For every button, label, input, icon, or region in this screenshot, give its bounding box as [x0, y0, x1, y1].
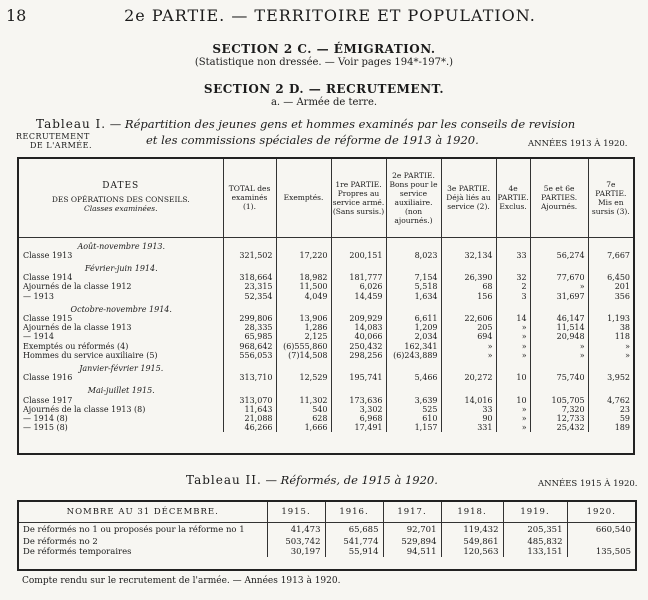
cell-value: 6,611	[386, 314, 441, 323]
cell-value: 11,302	[276, 396, 331, 405]
header-p4: 4e PARTIE. Exclus.	[496, 159, 530, 237]
section-2c-title: SECTION 2 C. — ÉMIGRATION.	[212, 42, 436, 56]
cell-value: 52,354	[223, 292, 276, 301]
tableau1-label: Tableau I.	[36, 117, 107, 131]
cell-value: 313,070	[223, 396, 276, 405]
cell-value: 1,666	[276, 423, 331, 432]
cell-value: 12,733	[530, 414, 588, 423]
period-label: Mai-juillet 1915.	[19, 382, 223, 395]
cell-value: 6,968	[331, 414, 386, 423]
cell-value: 503,742	[267, 537, 325, 547]
row-label: — 1914	[19, 332, 223, 341]
cell-value: 11,500	[276, 282, 331, 291]
cell-value: 4,762	[607, 395, 630, 405]
header-p7: 7e PARTIE. Mis en sursis (3).	[588, 159, 633, 237]
section-2c-note: (Statistique non dressée. — Voir pages 194*-197*.)	[194, 57, 454, 68]
cell-value: 33	[441, 405, 496, 414]
table-row	[19, 537, 635, 547]
cell-value: 23	[619, 404, 630, 414]
period-row	[19, 382, 633, 395]
table-row	[19, 423, 633, 432]
cell-value: 14,459	[331, 292, 386, 301]
row-label: Classe 1913	[19, 251, 223, 260]
cell-value: 1,286	[276, 323, 331, 332]
row-label: Classe 1917	[19, 396, 223, 405]
cell-value: »	[496, 423, 530, 432]
table-row	[19, 342, 633, 351]
cell-value: 11,643	[223, 405, 276, 414]
cell-value: 968,642	[223, 342, 276, 351]
cell-value: 4,049	[276, 292, 331, 301]
cell-value: 11,514	[530, 323, 588, 332]
cell-value: 6,450	[607, 273, 630, 283]
cell-value: 46,147	[530, 314, 588, 323]
table-row	[19, 332, 633, 341]
header-dates: DATES DES OPÉRATIONS DES CONSEILS. Classes examinées.	[19, 159, 223, 237]
table-row	[19, 292, 633, 301]
cell-value: (7)14,508	[276, 351, 331, 360]
cell-value: 299,806	[223, 314, 276, 323]
cell-value: 22,606	[441, 314, 496, 323]
table-row	[19, 323, 633, 332]
row-label: — 1913	[19, 292, 223, 301]
table-row	[19, 523, 635, 537]
cell-value: 529,894	[383, 537, 441, 547]
cell-value: 21,088	[223, 414, 276, 423]
cell-value: 205,351	[503, 523, 567, 537]
header-total: TOTAL des examinés (1).	[223, 159, 276, 237]
tableau2-years: ANNÉES 1915 À 1920.	[538, 479, 638, 489]
period-row	[19, 237, 633, 251]
cell-value: 94,511	[383, 547, 441, 557]
cell-value: 318,664	[223, 273, 276, 282]
cell-value: 660,540	[595, 524, 631, 535]
header-p1: 1re PARTIE. Propres au service armé. (Sans sursis.)	[331, 159, 386, 237]
cell-value: 3,639	[386, 396, 441, 405]
period-row	[19, 260, 633, 273]
cell-value: 298,256	[331, 351, 386, 360]
cell-value: 195,741	[331, 373, 386, 382]
cell-value: 356	[614, 291, 630, 301]
subsection-title: a. — Armée de terre.	[270, 97, 378, 108]
cell-value: 118	[614, 332, 630, 342]
cell-value: 25,432	[530, 423, 588, 432]
row-label: De réformés temporaires	[19, 547, 267, 557]
cell-value: 46,266	[223, 423, 276, 432]
table-row	[19, 373, 633, 382]
cell-value: 133,151	[503, 547, 567, 557]
cell-value: 41,473	[267, 523, 325, 537]
cell-value: 331	[441, 423, 496, 432]
row-label: — 1915 (8)	[19, 423, 223, 432]
cell-value: 10	[496, 396, 530, 405]
cell-value: 189	[614, 423, 630, 433]
table-row	[19, 414, 633, 423]
cell-value: 628	[276, 414, 331, 423]
cell-value: 20,948	[530, 332, 588, 341]
cell-value	[567, 537, 635, 547]
cell-value: 20,272	[441, 373, 496, 382]
cell-value: 8,023	[386, 251, 441, 260]
cell-value: 28,335	[223, 323, 276, 332]
cell-value: 26,390	[441, 273, 496, 282]
cell-value: »	[625, 341, 630, 351]
cell-value: »	[496, 323, 530, 332]
tableau1-table	[17, 157, 635, 455]
cell-value: 7,154	[386, 273, 441, 282]
cell-value: 5,518	[386, 282, 441, 291]
cell-value: 2	[496, 282, 530, 291]
header-exemptes: Exemptés.	[276, 159, 331, 237]
row-label: De réformés no 1 ou proposés pour la réforme no 1	[19, 523, 267, 537]
cell-value: 173,636	[331, 396, 386, 405]
tableau1-years: ANNÉES 1913 À 1920.	[528, 139, 628, 149]
cell-value: 205	[441, 323, 496, 332]
period-label: Février-juin 1914.	[19, 260, 223, 273]
t2-header-1915: 1915.	[267, 502, 325, 523]
cell-value: 541,774	[325, 537, 383, 547]
cell-value: (6)243,889	[386, 351, 441, 360]
cell-value: 92,701	[383, 523, 441, 537]
cell-value: 65,685	[325, 523, 383, 537]
cell-value: 33	[496, 251, 530, 260]
cell-value: 200,151	[331, 251, 386, 260]
cell-value: 209,929	[331, 314, 386, 323]
cell-value: »	[496, 332, 530, 341]
cell-value: 14,016	[441, 396, 496, 405]
t2-header-1916: 1916.	[325, 502, 383, 523]
row-label: De réformés no 2	[19, 537, 267, 547]
cell-value: 201	[614, 282, 630, 292]
cell-value: 694	[441, 332, 496, 341]
cell-value: 30,197	[267, 547, 325, 557]
cell-value: 75,740	[530, 373, 588, 382]
table-row	[19, 314, 633, 323]
tableau1-title	[36, 117, 636, 131]
cell-value: 3	[496, 292, 530, 301]
cell-value: 610	[386, 414, 441, 423]
cell-value: 65,985	[223, 332, 276, 341]
row-label: Exemptés ou réformés (4)	[19, 342, 223, 351]
t2-header-1920: 1920.	[567, 502, 635, 523]
cell-value: 14	[496, 314, 530, 323]
side-label-2: DE L'ARMÉE.	[30, 141, 93, 150]
part-title: 2e PARTIE. — TERRITOIRE ET POPULATION.	[124, 6, 536, 25]
cell-value: 120,563	[441, 547, 503, 557]
cell-value: 32,134	[441, 251, 496, 260]
tableau1-title-line2: et les commissions spéciales de réforme de 1913 à 1920.	[146, 133, 479, 147]
table-row	[19, 396, 633, 405]
cell-value: 17,220	[276, 251, 331, 260]
row-label: Hommes du service auxiliaire (5)	[19, 351, 223, 360]
cell-value: 7,667	[607, 250, 630, 260]
header-p3: 3e PARTIE. Déjà liés au service (2).	[441, 159, 496, 237]
row-label: — 1914 (8)	[19, 414, 223, 423]
cell-value: 250,432	[331, 342, 386, 351]
table-row	[19, 273, 633, 282]
header-p2: 2e PARTIE. Bons pour le service auxiliaire. (non ajournés.)	[386, 159, 441, 237]
row-label: Classe 1915	[19, 314, 223, 323]
cell-value: 77,670	[530, 273, 588, 282]
cell-value: 540	[276, 405, 331, 414]
cell-value: »	[496, 414, 530, 423]
cell-value: »	[530, 342, 588, 351]
row-label: Ajournés de la classe 1913 (8)	[19, 405, 223, 414]
period-label: Janvier-février 1915.	[19, 360, 223, 373]
table-row	[19, 251, 633, 260]
cell-value: 3,302	[331, 405, 386, 414]
table-row	[19, 547, 635, 557]
row-label: Ajournés de la classe 1913	[19, 323, 223, 332]
cell-value: 12,529	[276, 373, 331, 382]
cell-value: 3,952	[607, 373, 630, 383]
cell-value: 7,320	[530, 405, 588, 414]
cell-value: 31,697	[530, 292, 588, 301]
cell-value: 55,914	[325, 547, 383, 557]
cell-value: 1,193	[607, 313, 630, 323]
cell-value: 5,466	[386, 373, 441, 382]
cell-value: 313,710	[223, 373, 276, 382]
cell-value: 6,026	[331, 282, 386, 291]
section-2d-title: SECTION 2 D. — RECRUTEMENT.	[203, 82, 445, 96]
table-row	[19, 405, 633, 414]
cell-value: 485,832	[503, 537, 567, 547]
cell-value: 18,982	[276, 273, 331, 282]
cell-value: 119,432	[441, 523, 503, 537]
period-row	[19, 360, 633, 373]
cell-value: 14,083	[331, 323, 386, 332]
page-number: 18	[6, 6, 27, 25]
cell-value: 321,502	[223, 251, 276, 260]
tableau2-label: Tableau II.	[186, 473, 262, 487]
cell-value: 17,491	[331, 423, 386, 432]
t2-header-1919: 1919.	[503, 502, 567, 523]
footer-note: Compte rendu sur le recrutement de l'armée. — Années 1913 à 1920.	[22, 576, 341, 586]
cell-value: »	[441, 342, 496, 351]
cell-value: 1,634	[386, 292, 441, 301]
table-row	[19, 282, 633, 291]
tableau2-title-text: — Réformés, de 1915 à 1920.	[265, 473, 438, 487]
cell-value: 549,861	[441, 537, 503, 547]
cell-value: 38	[619, 323, 630, 333]
cell-value: 156	[441, 292, 496, 301]
table-row	[19, 351, 633, 360]
cell-value: 32	[496, 273, 530, 282]
cell-value: 68	[441, 282, 496, 291]
tableau2-title	[186, 473, 438, 487]
cell-value: »	[496, 405, 530, 414]
tableau2-table	[17, 500, 637, 571]
cell-value: 23,315	[223, 282, 276, 291]
cell-value: 2,034	[386, 332, 441, 341]
cell-value: 556,053	[223, 351, 276, 360]
t2-header-1917: 1917.	[383, 502, 441, 523]
header-p56: 5e et 6e PARTIES. Ajournés.	[530, 159, 588, 237]
cell-value: 181,777	[331, 273, 386, 282]
cell-value: (6)555,860	[276, 342, 331, 351]
row-label: Ajournés de la classe 1912	[19, 282, 223, 291]
cell-value: »	[441, 351, 496, 360]
cell-value: 105,705	[530, 396, 588, 405]
cell-value: 40,066	[331, 332, 386, 341]
cell-value: 10	[496, 373, 530, 382]
cell-value: 162,341	[386, 342, 441, 351]
cell-value: »	[496, 351, 530, 360]
cell-value: »	[530, 282, 588, 291]
cell-value: 1,209	[386, 323, 441, 332]
cell-value: 56,274	[530, 251, 588, 260]
row-label: Classe 1914	[19, 273, 223, 282]
cell-value: 59	[619, 413, 630, 423]
row-label: Classe 1916	[19, 373, 223, 382]
t2-header-1918: 1918.	[441, 502, 503, 523]
cell-value: 525	[386, 405, 441, 414]
cell-value: 2,125	[276, 332, 331, 341]
cell-value: 1,157	[386, 423, 441, 432]
cell-value: 13,906	[276, 314, 331, 323]
side-label	[16, 132, 92, 150]
cell-value: »	[530, 351, 588, 360]
cell-value: 90	[441, 414, 496, 423]
side-label-1: RECRUTEMENT	[16, 132, 90, 141]
t2-header-nombre: NOMBRE AU 31 DÉCEMBRE.	[19, 502, 267, 523]
period-label: Août-novembre 1913.	[19, 237, 223, 251]
cell-value: »	[496, 342, 530, 351]
cell-value: 135,505	[595, 546, 631, 557]
cell-value: »	[625, 350, 630, 360]
period-label: Octobre-novembre 1914.	[19, 301, 223, 314]
period-row	[19, 301, 633, 314]
tableau1-title-line1: — Répartition des jeunes gens et hommes examinés par les conseils de revision	[109, 117, 576, 131]
